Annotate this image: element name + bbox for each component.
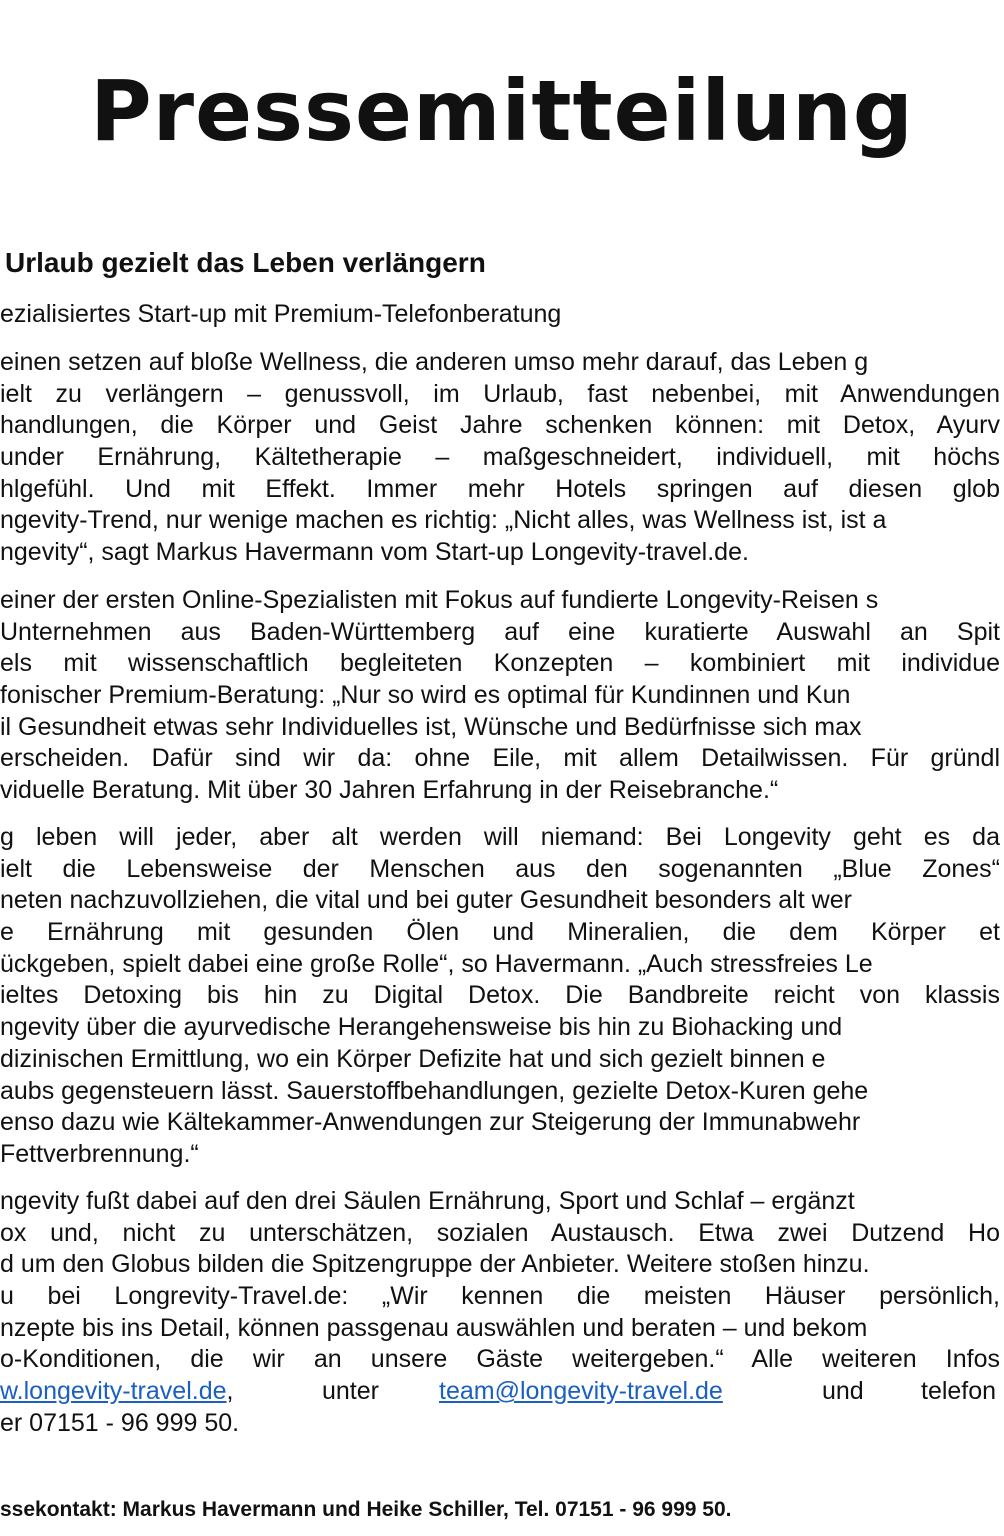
text-line: g leben will jeder, aber alt werden will niemand: Bei Longevity geht es da bbox=[0, 823, 1000, 851]
text-line: d um den Globus bilden die Spitzengruppe der Anbieter. Weitere stoßen hinzu. bbox=[0, 1250, 870, 1279]
text-line: dizinischen Ermittlung, wo ein Körper Defizite hat und sich gezielt binnen e bbox=[0, 1044, 826, 1073]
text-und: und bbox=[822, 1377, 864, 1406]
text-line: o-Konditionen, die wir an unsere Gäste weitergeben.“ Alle weiteren Infos bbox=[0, 1345, 1000, 1374]
website-link[interactable]: w.longevity-travel.de bbox=[0, 1377, 227, 1406]
text-line: neten nachzuvollziehen, die vital und bei guter Gesundheit besonders alt wer bbox=[0, 886, 852, 915]
subtitle: ezialisiertes Start-up mit Premium-Telefonberatung bbox=[0, 300, 562, 328]
text-line: ielt die Lebensweise der Menschen aus den sogenannten „Blue Zones“ bbox=[0, 854, 1000, 883]
text-line: einen setzen auf bloße Wellness, die anderen umso mehr darauf, das Leben g bbox=[0, 348, 869, 376]
text-line: aubs gegensteuern lässt. Sauerstoffbehandlungen, gezielte Detox-Kuren gehe bbox=[0, 1076, 869, 1105]
paragraph-2 bbox=[0, 585, 1004, 807]
paragraph-3 bbox=[0, 822, 1004, 1171]
text-line: erscheiden. Dafür sind wir da: ohne Eile, mit allem Detailwissen. Für gründl bbox=[0, 744, 1000, 773]
text-line: handlungen, die Körper und Geist Jahre schenken können: mit Detox, Ayurv bbox=[0, 411, 1000, 440]
text-line: ngevity“, sagt Markus Havermann vom Start-up Longevity-travel.de. bbox=[0, 538, 749, 567]
text-line: hlgefühl. Und mit Effekt. Immer mehr Hotels springen auf diesen glob bbox=[0, 474, 1000, 503]
comma: , bbox=[226, 1377, 234, 1406]
text-line: u bei Longrevity-Travel.de: „Wir kennen die meisten Häuser persönlich, bbox=[0, 1282, 1000, 1311]
text-line: els mit wissenschaftlich begleiteten Konzepten – kombiniert mit individue bbox=[0, 649, 1000, 678]
text-line: ückgeben, spielt dabei eine große Rolle“, so Havermann. „Auch stressfreies Le bbox=[0, 949, 873, 978]
headline: Urlaub gezielt das Leben verlängern bbox=[5, 247, 486, 278]
text-line: enso dazu wie Kältekammer-Anwendungen zur Steigerung der Immunabwehr bbox=[0, 1108, 861, 1137]
email-link[interactable]: team@longevity-travel.de bbox=[439, 1377, 723, 1406]
text-line: ngevity fußt dabei auf den drei Säulen Ernährung, Sport und Schlaf – ergänzt bbox=[0, 1187, 855, 1215]
text-line: nzepte bis ins Detail, können passgenau auswählen und beraten – und bekom bbox=[0, 1313, 868, 1342]
text-line: ngevity-Trend, nur wenige machen es richtig: „Nicht alles, was Wellness ist, ist a bbox=[0, 506, 887, 535]
text-line: under Ernährung, Kältetherapie – maßgeschneidert, individuell, mit höchs bbox=[0, 443, 1000, 472]
press-contact: ssekontakt: Markus Havermann und Heike Schiller, Tel. 07151 - 96 999 50. bbox=[0, 1498, 732, 1521]
text-unter: unter bbox=[322, 1377, 379, 1406]
text-line: ieltes Detoxing bis hin zu Digital Detox. Die Bandbreite reicht von klassis bbox=[0, 981, 1000, 1010]
text-line: ielt zu verlängern – genussvoll, im Urlaub, fast nebenbei, mit Anwendungen bbox=[0, 379, 1000, 408]
text-telefon: telefon bbox=[921, 1377, 997, 1406]
text-line: Unternehmen aus Baden-Württemberg auf eine kuratierte Auswahl an Spit bbox=[0, 617, 1000, 646]
text-line: einer der ersten Online-Spezialisten mit Fokus auf fundierte Longevity-Reisen s bbox=[0, 586, 879, 614]
text-line: Fettverbrennung.“ bbox=[0, 1139, 199, 1168]
text-line: il Gesundheit etwas sehr Individuelles ist, Wünsche und Bedürfnisse sich max bbox=[0, 712, 862, 741]
text-line: fonischer Premium-Beratung: „Nur so wird es optimal für Kundinnen und Kun bbox=[0, 681, 851, 710]
paragraph-4 bbox=[0, 1186, 1004, 1440]
text-line: viduelle Beratung. Mit über 30 Jahren Erfahrung in der Reisebranche.“ bbox=[0, 776, 779, 805]
text-line: ox und, nicht zu unterschätzen, sozialen Austausch. Etwa zwei Dutzend Ho bbox=[0, 1218, 1000, 1247]
text-line: er 07151 - 96 999 50. bbox=[0, 1408, 240, 1437]
paragraph-1 bbox=[0, 347, 1004, 569]
page-title: Pressemitteilung bbox=[90, 62, 914, 160]
text-line: ngevity über die ayurvedische Herangehensweise bis hin zu Biohacking und bbox=[0, 1013, 843, 1042]
contact-links-line bbox=[0, 1376, 1000, 1408]
text-line: e Ernährung mit gesunden Ölen und Mineralien, die dem Körper et bbox=[0, 918, 1000, 947]
